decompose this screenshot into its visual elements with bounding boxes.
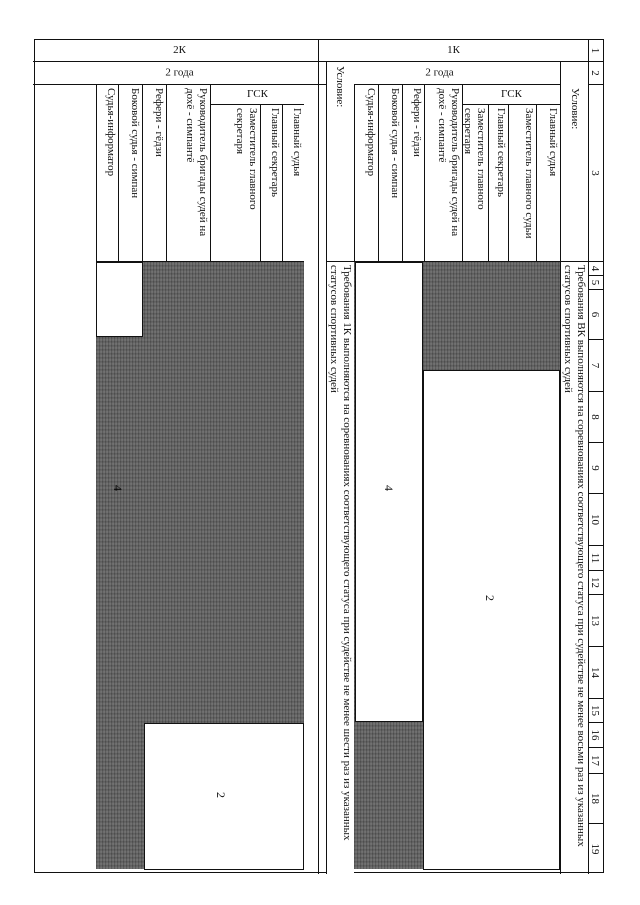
header-col-8: 8 xyxy=(588,392,603,443)
role-2k-chief-judge: Главный судья xyxy=(282,105,304,262)
role-1k-side-judge: Боковой судья - симпан xyxy=(378,85,402,262)
gsk-2k-cell: ГСК xyxy=(210,85,304,105)
condition-label-1k: Условие: xyxy=(569,88,581,130)
rank-1k-cell: 1К xyxy=(318,40,588,62)
role-1k-chief-secretary: Главный секретарь xyxy=(488,105,508,262)
role-1k-informer: Судья-информатор xyxy=(354,85,378,262)
role-1k-chief-judge: Главный судья xyxy=(536,105,560,262)
header-col-19: 19 xyxy=(588,824,603,874)
condition-2k-cell xyxy=(326,62,354,262)
header-col-13: 13 xyxy=(588,595,603,647)
header-col-2: 2 xyxy=(588,62,603,85)
block-1k-bottom xyxy=(355,262,423,722)
role-1k-deputy-chief-secretary: Заместитель главного секретаря xyxy=(462,105,488,262)
header-col-6: 6 xyxy=(588,290,603,340)
header-col-17: 17 xyxy=(588,748,603,774)
value-2k-top: 2 xyxy=(214,792,228,798)
header-col-1: 1 xyxy=(588,40,603,62)
role-2k-informer: Судья-информатор xyxy=(96,85,118,262)
gsk-1k-cell: ГСК xyxy=(462,85,560,105)
role-2k-chief-secretary: Главный секретарь xyxy=(260,105,282,262)
header-col-14: 14 xyxy=(588,647,603,699)
role-2k-side-judge: Боковой судья - симпан xyxy=(118,85,142,262)
condition-label-2k: Условие: xyxy=(334,66,346,108)
header-col-15: 15 xyxy=(588,699,603,723)
header-col-4: 4 xyxy=(588,262,603,276)
header-col-7: 7 xyxy=(588,340,603,392)
period-2k-cell: 2 года xyxy=(33,62,326,85)
role-2k-deputy-chief-secretary: Заместитель главного секретаря xyxy=(210,105,260,262)
header-col-3: 3 xyxy=(588,85,603,262)
role-2k-referee: Рефери - гёдзи xyxy=(142,85,166,262)
requirement-2k: Требования 1К выполняются на соревнованиях соответствующего статуса при судействе не менее шести раз из указанных статусов спортивных судей xyxy=(326,262,354,874)
header-col-5: 5 xyxy=(588,276,603,290)
role-1k-deputy-chief-judge: Заместитель главного судьи xyxy=(508,105,536,262)
value-1k-top: 2 xyxy=(483,595,497,601)
requirement-1k: Требования ВК выполняются на соревнованиях соответствующего статуса при судействе не менее восьми раз из указанных статусов спортивных судей xyxy=(560,262,588,874)
header-col-16: 16 xyxy=(588,723,603,748)
role-2k-brigade-leader: Руководитель бригады судей на дохё - симпантё xyxy=(166,85,210,262)
header-col-12: 12 xyxy=(588,571,603,595)
header-col-18: 18 xyxy=(588,774,603,824)
rank-2k-cell: 2К xyxy=(33,40,326,62)
block-2k-bottom-left xyxy=(96,262,143,337)
block-1k-top xyxy=(423,370,560,870)
header-col-11: 11 xyxy=(588,546,603,571)
header-col-9: 9 xyxy=(588,443,603,494)
role-1k-brigade-leader: Руководитель бригады судей на дохё - симпантё xyxy=(424,85,462,262)
referee-requirements-table xyxy=(34,39,604,873)
value-1k-bottom: 4 xyxy=(382,485,396,491)
role-1k-referee: Рефери - гёдзи xyxy=(402,85,424,262)
period-1k-cell: 2 года xyxy=(318,62,560,85)
header-col-10: 10 xyxy=(588,494,603,546)
value-2k-bottom: 4 xyxy=(111,485,125,491)
rotated-table-sheet xyxy=(34,39,604,873)
condition-1k-cell xyxy=(560,62,588,262)
